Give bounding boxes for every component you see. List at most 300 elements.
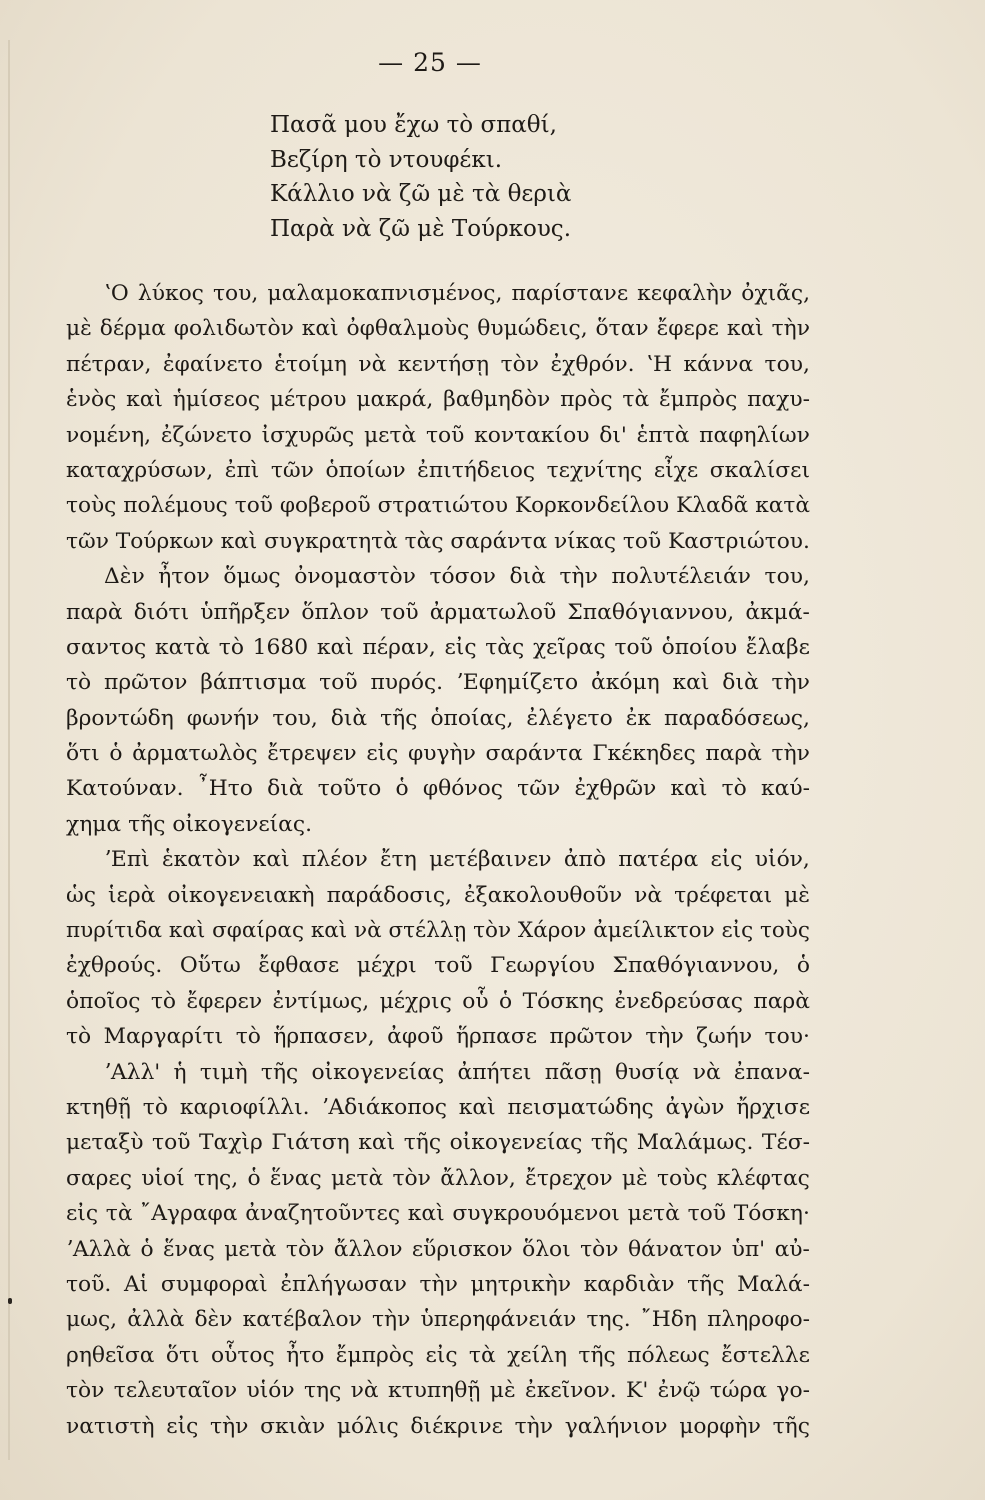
- word: ἐκεῖνον.: [525, 1378, 617, 1404]
- text-line: [66, 1196, 810, 1231]
- word: καὶ: [458, 1094, 496, 1120]
- word: καὶ: [220, 528, 258, 554]
- text-line: [66, 1090, 810, 1125]
- text-line: [66, 913, 810, 948]
- word: παρὰ: [753, 988, 810, 1014]
- word: πέραν,: [362, 634, 436, 660]
- word: ὁποίων: [325, 457, 406, 483]
- word: ὁποίας,: [430, 705, 514, 731]
- word: παρὰ: [705, 741, 762, 767]
- text-line: [66, 1125, 810, 1160]
- word: τόσον: [429, 564, 496, 590]
- word: ἐζώνετο: [160, 422, 252, 448]
- word: πέτραν,: [66, 351, 152, 377]
- word: ἀκόμη: [590, 670, 660, 696]
- word: τοὺς: [759, 918, 810, 944]
- verse-block: [270, 108, 571, 246]
- word: οὗ: [462, 988, 489, 1014]
- word: τὴν: [771, 316, 810, 342]
- word: ἄλλον,: [440, 1165, 516, 1191]
- word: στέλλῃ: [388, 918, 467, 944]
- word: καρδιὰν: [583, 1271, 675, 1297]
- word: μετὰ: [224, 1236, 277, 1262]
- text-line: [66, 984, 810, 1019]
- word: ἀρματωλὸς: [132, 741, 258, 767]
- word: πολέμους: [123, 493, 228, 519]
- word: ὁποῖος: [66, 988, 141, 1014]
- word: ἡ: [173, 1059, 187, 1085]
- word: ὑπερηφάνειάν: [420, 1307, 577, 1333]
- word: καὶ: [316, 634, 354, 660]
- word: ʽΗ: [646, 351, 673, 377]
- word: θάνατον: [627, 1236, 723, 1262]
- word: Ταχὶρ: [199, 1130, 263, 1156]
- word: ὁ: [247, 1165, 261, 1191]
- word: παραδόσεως,: [664, 705, 810, 731]
- word: μέχρι: [356, 953, 417, 979]
- text-line: [66, 1019, 810, 1054]
- word: καὶ: [407, 1201, 445, 1227]
- word: Χάρον: [517, 918, 587, 944]
- text-line: χημα τῆς οἰκογενείας.: [66, 811, 313, 837]
- word: συμφοραὶ: [160, 1271, 268, 1297]
- word: ῏Ητο: [197, 776, 253, 802]
- word: ἔφθασε: [258, 953, 340, 979]
- word: κλέφτας: [716, 1165, 810, 1191]
- word: ζωήν: [696, 1024, 753, 1050]
- word: καύ-: [761, 776, 810, 802]
- word: πατέρα: [618, 847, 699, 873]
- page-number: — 25 —: [378, 48, 482, 77]
- word: διέκρινε: [410, 1413, 503, 1439]
- word: παφηλίων: [699, 422, 810, 448]
- word: φοβεροῦ: [279, 493, 371, 519]
- word: Σπαθόγιαννου,: [612, 953, 780, 979]
- word: καταχρύσων,: [66, 457, 214, 483]
- word: κεφαλὴν: [637, 281, 733, 306]
- word: ὁ: [499, 988, 513, 1014]
- word: τὸν: [580, 1236, 619, 1262]
- word: τὴν: [559, 564, 598, 590]
- word: θυσίᾳ: [614, 1059, 680, 1085]
- word: ἔμπρὸς: [658, 387, 738, 413]
- word: φολιδωτὸν: [173, 316, 294, 342]
- word: του·: [764, 1024, 810, 1050]
- word: βαθμηδὸν: [443, 387, 551, 413]
- word: δι': [599, 422, 627, 448]
- word: συγκρουόμενοι: [452, 1201, 620, 1227]
- word: ἀκμά-: [745, 599, 810, 625]
- text-line: [66, 311, 810, 346]
- word: μετὰ: [330, 1165, 384, 1191]
- word: τῶν: [270, 457, 314, 483]
- word: υἱόν,: [754, 847, 810, 873]
- word: νὰ: [350, 1378, 379, 1404]
- word: ἐχθρῶν: [574, 776, 657, 802]
- word: τὰ: [468, 1342, 496, 1368]
- word: μετέβαινεν: [429, 847, 552, 873]
- word: κατὰ: [154, 634, 211, 660]
- word: παρὰ: [66, 599, 123, 625]
- word: σκαλίσει: [709, 457, 810, 483]
- word: Μαλά-: [737, 1271, 810, 1297]
- word: νὰ: [354, 918, 382, 944]
- word: Κορκονδείλου: [514, 493, 670, 519]
- word: ἦτο: [286, 1342, 325, 1368]
- text-line: [66, 1161, 810, 1196]
- word: Γιάτση: [271, 1130, 350, 1156]
- word: ἐλέγετο: [526, 705, 613, 731]
- word: ἀρματωλοῦ: [429, 599, 557, 625]
- word: ὅμως: [223, 564, 281, 590]
- word: πεισματώδης: [507, 1094, 654, 1120]
- word: σαράντα: [450, 528, 548, 554]
- ink-mark: [8, 1298, 12, 1304]
- text-line: [66, 701, 810, 736]
- word: πληροφο-: [707, 1307, 810, 1333]
- word: ὁ: [109, 741, 123, 767]
- word: ὁ: [796, 953, 810, 979]
- paragraph: [66, 842, 810, 1054]
- word: ὡς: [66, 882, 96, 908]
- text-line: [66, 453, 810, 488]
- word: πρῶτον: [549, 1024, 633, 1050]
- text-line: [66, 1267, 810, 1302]
- paragraph: [66, 276, 810, 559]
- word: τὸν: [392, 1165, 431, 1191]
- word: μητρικὴν: [470, 1271, 572, 1297]
- word: τῆς: [687, 1271, 725, 1297]
- text-line: [66, 382, 810, 417]
- word: ἱερὰ: [107, 882, 156, 908]
- word: μορφὴν: [679, 1413, 761, 1439]
- word: ῎Αγραφα: [140, 1201, 238, 1227]
- word: μέτρου: [269, 387, 347, 413]
- word: ἔτρεψεν: [267, 741, 357, 767]
- word: ἕνας: [269, 1165, 322, 1191]
- word: τὸν: [66, 1378, 105, 1404]
- word: υἱοί: [141, 1165, 185, 1191]
- word: ὅταν: [595, 316, 649, 342]
- word: διὰ: [330, 705, 368, 731]
- word: ἑκατὸν: [161, 847, 241, 873]
- word: Κλαδᾶ: [676, 493, 749, 519]
- word: τώρα: [709, 1378, 768, 1404]
- word: τοῦ: [614, 634, 653, 660]
- word: ἐντίμως,: [272, 988, 370, 1014]
- word: καὶ: [168, 918, 206, 944]
- word: ἐχθρόν.: [550, 351, 635, 377]
- page-edge: [8, 40, 10, 1460]
- word: ἑνὸς: [66, 387, 117, 413]
- word: ὅτι: [66, 741, 100, 767]
- word: κτυπηθῇ: [387, 1378, 481, 1404]
- word: ῎Ηδη: [640, 1307, 697, 1333]
- word: τῆς: [403, 1130, 442, 1156]
- text-line: [66, 1302, 810, 1337]
- word: ἐπὶ: [224, 457, 260, 483]
- word: πρῶτον: [104, 670, 188, 696]
- word: κατέβαλον: [242, 1307, 362, 1333]
- word: τὸ: [142, 1094, 168, 1120]
- word: τοῦ: [380, 599, 419, 625]
- word: νὰ: [358, 351, 387, 377]
- word: ἔμπρὸς: [335, 1342, 415, 1368]
- word: ἀφοῦ: [387, 1024, 444, 1050]
- word: βροντώδη: [66, 705, 174, 731]
- word: διὰ: [509, 564, 546, 590]
- word: εἰς: [710, 847, 743, 873]
- paragraph: [66, 559, 810, 842]
- word: ἔτρεχον: [525, 1165, 613, 1191]
- text-line: [66, 736, 810, 771]
- word: ἐκ: [625, 705, 652, 731]
- word: κοντακίου: [474, 422, 590, 448]
- word: Τόσκη·: [733, 1201, 810, 1227]
- word: Δὲν: [104, 564, 145, 590]
- word: 1680: [252, 634, 309, 660]
- word: Γκέκηδες: [592, 741, 696, 767]
- word: κάννα: [683, 351, 754, 377]
- word: ἔφερεν: [186, 988, 263, 1014]
- word: καὶ: [126, 387, 163, 413]
- text-line: [66, 842, 810, 877]
- word: σαντος: [66, 634, 147, 660]
- word: ἡμίσεος: [172, 387, 261, 413]
- word: τοῦ: [234, 493, 273, 519]
- word: τὴν: [645, 1024, 684, 1050]
- word: ἰσχυρῶς: [261, 422, 355, 448]
- word: μακρά,: [356, 387, 434, 413]
- word: ὁποίου: [661, 634, 738, 660]
- word: Αἱ: [124, 1271, 149, 1297]
- word: ὀνομαστὸν: [294, 564, 416, 590]
- word: γαλήνιον: [564, 1413, 668, 1439]
- word: σαράντα: [485, 741, 583, 767]
- text-line: [66, 559, 810, 594]
- word: ὁ: [395, 776, 409, 802]
- word: του,: [212, 281, 259, 306]
- word: παρίστανε: [511, 281, 629, 306]
- text-line: [66, 595, 810, 630]
- word: μόλις: [336, 1413, 399, 1439]
- word: εὕρισκον: [411, 1236, 513, 1262]
- word: οἰκογενείας: [311, 1059, 445, 1085]
- word: χεῖρας: [532, 634, 606, 660]
- word: ἐπιτήδειος: [417, 457, 536, 483]
- word: θυμώδεις,: [477, 316, 588, 342]
- word: ἤρχισε: [736, 1094, 810, 1120]
- word: διότι: [133, 599, 190, 625]
- word: τὴν: [372, 1307, 411, 1333]
- word: τὴν: [419, 1271, 458, 1297]
- word: τοῦ.: [66, 1271, 112, 1297]
- word: ἔφερε: [656, 316, 719, 342]
- word: ἔστελλε: [721, 1342, 810, 1368]
- word: τὸ: [66, 1024, 92, 1050]
- word: ʼΑλλ': [104, 1059, 161, 1085]
- word: βάπτισμα: [200, 670, 307, 696]
- word: τοῦ: [687, 1201, 727, 1227]
- word: τὸ: [150, 988, 177, 1014]
- word: καὶ: [252, 847, 290, 873]
- word: τὸν: [285, 1236, 325, 1262]
- word: σκιὰν: [260, 1413, 326, 1439]
- text-line: [66, 665, 810, 700]
- word: τὰς: [485, 634, 525, 660]
- word: νατιστὴ: [66, 1413, 155, 1439]
- word: τῆς: [772, 1413, 810, 1439]
- word: κτηθῇ: [66, 1094, 131, 1120]
- word: τῶν: [517, 776, 561, 802]
- word: τὴν: [771, 670, 810, 696]
- word: ἀλλὰ: [127, 1307, 185, 1333]
- word: Μαργαρίτι: [103, 1024, 224, 1050]
- word: ὁ: [140, 1236, 154, 1262]
- text-line: [66, 524, 810, 559]
- word: καὶ: [301, 316, 339, 342]
- word: τὸ: [235, 1024, 261, 1050]
- word: πολυτέλειάν: [611, 564, 751, 590]
- word: τὸ: [66, 670, 92, 696]
- word: Τέσ-: [761, 1130, 810, 1156]
- word: λύκος: [137, 281, 204, 306]
- word: ʼΑλλὰ: [66, 1236, 132, 1262]
- verse-line: Βεζίρη τὸ ντουφέκι.: [270, 146, 503, 173]
- word: καριοφίλλι.: [179, 1094, 310, 1120]
- word: Μαλάμως.: [636, 1130, 754, 1156]
- word: μεταξὺ: [66, 1130, 144, 1156]
- word: δὲν: [194, 1307, 233, 1333]
- word: φθόνος: [422, 776, 503, 802]
- word: φυγὴν: [408, 741, 476, 767]
- word: ἄλλον: [333, 1236, 403, 1262]
- paragraph: [66, 1055, 810, 1444]
- word: εἶχε: [653, 457, 699, 483]
- word: ἦτον: [158, 564, 210, 590]
- word: τοῦτο: [317, 776, 382, 802]
- word: τὸ: [721, 776, 747, 802]
- word: ἔλαβε: [745, 634, 810, 660]
- word: γο-: [776, 1378, 810, 1404]
- word: πόλεως: [627, 1342, 710, 1368]
- word: Οὕτω: [179, 953, 241, 979]
- word: σφαίρας: [212, 918, 304, 944]
- word: τοὺς: [656, 1165, 708, 1191]
- prose-body: [66, 276, 810, 1444]
- word: τὰ: [622, 387, 650, 413]
- word: του,: [764, 351, 810, 377]
- word: τὰ: [105, 1201, 133, 1227]
- word: ἥρπασεν,: [273, 1024, 375, 1050]
- word: Τόσκης: [522, 988, 605, 1014]
- word: οἰκογενειακὴ: [167, 882, 315, 908]
- word: ἥρπασε: [455, 1024, 538, 1050]
- word: διὰ: [267, 776, 304, 802]
- word: διὰ: [722, 670, 759, 696]
- word: τοῦ: [152, 1130, 191, 1156]
- word: παράδοσις,: [326, 882, 452, 908]
- word: Κατούναν.: [66, 776, 184, 802]
- word: τρέφεται: [674, 882, 773, 908]
- word: μετὰ: [363, 422, 417, 448]
- text-line: [66, 630, 810, 665]
- text-line: [66, 488, 810, 523]
- word: τοῦ: [425, 422, 465, 448]
- text-line: [66, 1373, 810, 1408]
- word: Κ': [626, 1378, 649, 1404]
- text-line: [66, 418, 810, 453]
- word: Καστριώτου.: [668, 528, 810, 554]
- word: τὸν: [500, 351, 539, 377]
- word: μὲ: [66, 316, 92, 342]
- word: ἕνας: [162, 1236, 215, 1262]
- word: τεχνίτης: [546, 457, 643, 483]
- word: εἰς: [425, 1342, 458, 1368]
- word: νὰ: [634, 882, 663, 908]
- word: συγκρατητὰ: [264, 528, 398, 554]
- text-line: [66, 948, 810, 983]
- word: καὶ: [358, 1130, 396, 1156]
- word: οἰκογενείας: [449, 1130, 583, 1156]
- word: δέρμα: [99, 316, 166, 342]
- word: υἱόν: [246, 1378, 295, 1404]
- word: μὲ: [784, 882, 810, 908]
- word: μετὰ: [627, 1201, 680, 1227]
- word: εἰς: [721, 918, 754, 944]
- word: ὀφθαλμοὺς: [346, 316, 470, 342]
- word: πυρός.: [370, 670, 444, 696]
- word: ἐνῷ: [657, 1378, 701, 1404]
- text-line: [66, 1055, 810, 1090]
- verse-line: Παρὰ νὰ ζῶ μὲ Τούρκους.: [270, 215, 571, 242]
- word: ἐφαίνετο: [162, 351, 263, 377]
- word: τελευταῖον: [113, 1378, 238, 1404]
- word: ἐνεδρεύσας: [614, 988, 743, 1014]
- word: τιμὴ: [199, 1059, 248, 1085]
- word: ἔτη: [379, 847, 417, 873]
- word: στρατιώτου: [377, 493, 508, 519]
- word: τὴν: [771, 741, 810, 767]
- text-line: [66, 276, 810, 311]
- word: μέχρις: [379, 988, 452, 1014]
- word: Τούρκων: [115, 528, 214, 554]
- word: νομένη,: [66, 422, 152, 448]
- word: ὀχιᾶς,: [741, 281, 810, 306]
- word: ἀμείλικτον: [593, 918, 715, 944]
- word: τῆς: [578, 1342, 616, 1368]
- word: εἰς: [366, 741, 399, 767]
- text-line: [66, 347, 810, 382]
- word: μὲ: [621, 1165, 648, 1191]
- word: ἀπήτει: [457, 1059, 532, 1085]
- word: ἑπτὰ: [636, 422, 690, 448]
- word: του,: [272, 705, 318, 731]
- word: ὅτι: [165, 1342, 200, 1368]
- word: πρὸς: [560, 387, 613, 413]
- word: ʼΕφημίζετο: [455, 670, 579, 696]
- word: κατὰ: [755, 493, 810, 519]
- word: ὅλοι: [522, 1236, 571, 1262]
- text-line: [66, 878, 810, 913]
- word: νίκας: [553, 528, 617, 554]
- word: τῶν: [66, 528, 109, 554]
- word: τῆς: [260, 1059, 299, 1085]
- word: καὶ: [310, 918, 348, 944]
- text-line: [66, 771, 810, 806]
- word: ὑπῆρξεν: [200, 599, 291, 625]
- word: εἰς: [166, 1413, 199, 1439]
